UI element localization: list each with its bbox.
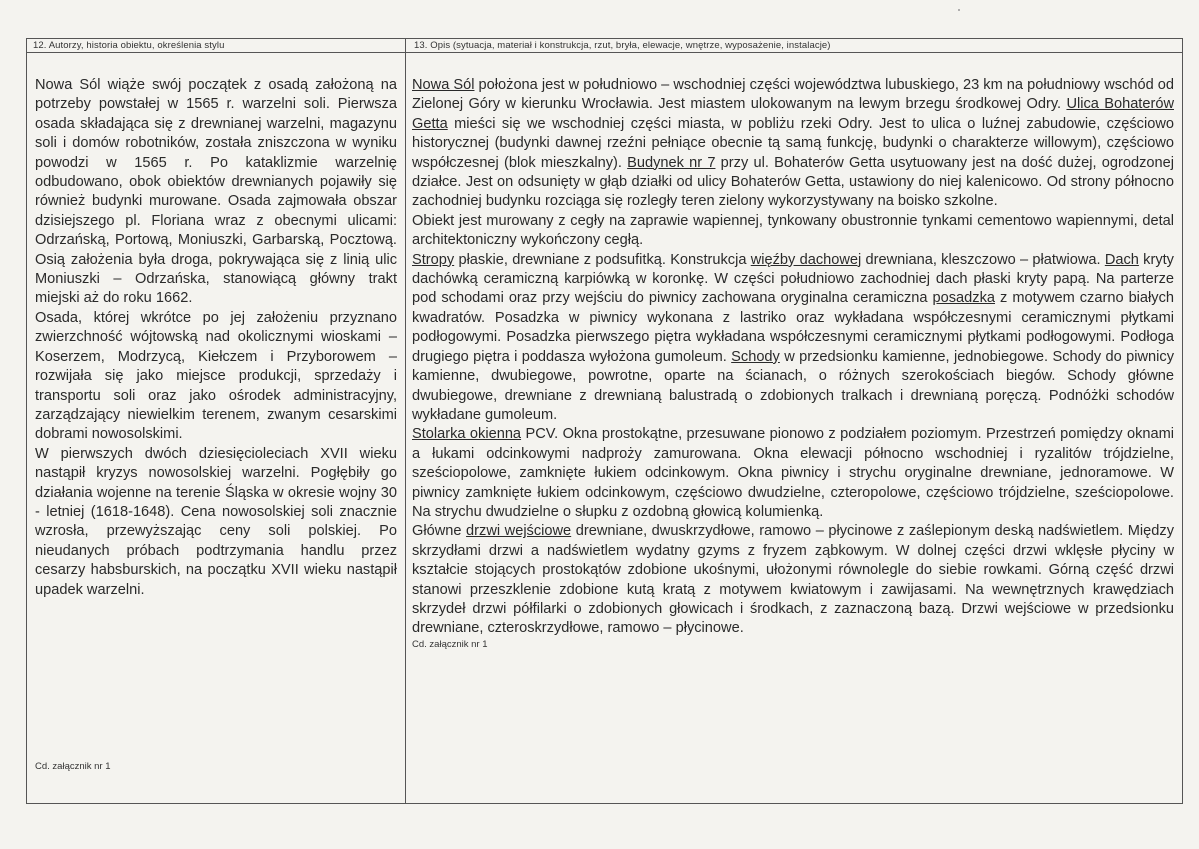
text-span: drewniane, dwuskrzydłowe, ramowo – płycinowe z zaślepionym deską nadświetlem. Między skrzydłami drzwi a nadświetlem wydatny gzyms z fryzem ząbkowym. W dolnej części drzwi wklęsłe płyciny w kształcie stojących prostokątów zdobione ukośnymi, ułożonymi równolegle do siebie rowkami. Górną część drzwi stanowi przeszklenie zdobione kutą kratą z motywem kwiatowym i zawijasami. Na wewnętrznych krawędziach skrzydeł drzwi półfilarki o zdobionych głowicach i środkach, z zaznaczoną bazą. Drzwi wejściowe w przedsionku drewniane, czteroskrzydłowe, ramowo – płycinowe. <box>412 523 1174 637</box>
description-paragraph-structure <box>412 251 1174 426</box>
windows-term: Stolarka okienna <box>412 426 522 443</box>
description-paragraph-material: Obiekt jest murowany z cegły na zaprawie wapiennej, tynkowany obustronnie tynkami cementowo wapiennymi, detal architektoniczny wykończony cegłą. <box>412 212 1174 249</box>
text-span: Główne <box>412 523 467 540</box>
history-column <box>35 76 397 600</box>
stairs-term: Schody <box>731 348 780 365</box>
section-13-header: 13. Opis (sytuacja, materiał i konstrukcja, rzut, bryła, elewacje, wnętrze, wyposażenie, instalacje) <box>414 40 831 51</box>
floor-term: posadzka <box>932 290 996 307</box>
attachment-note-left: Cd. załącznik nr 1 <box>35 761 111 772</box>
attachment-note-right: Cd. załącznik nr 1 <box>412 638 488 650</box>
history-paragraph-3: W pierwszych dwóch dziesięcioleciach XVII wieku nastąpił kryzys nowosolskiej warzelni. Pogłębiły go działania wojenne na terenie Śląska w okresie wojny 30 - letniej (1618-1648). Cena nowosolskiej soli znacznie wzrosła, przewyższając ceny soli polskiej. Po nieudanych próbach podtrzymania handlu przez cesarzy habsburskich, na początku XVII wieku nastąpił upadek warzelni. <box>35 445 397 598</box>
doors-term: drzwi wejściowe <box>466 523 572 540</box>
ceilings-term: Stropy <box>412 251 455 268</box>
text-span: drewniana, kleszczowo – płatwiowa. <box>861 251 1105 268</box>
text-span: w przedsionku kamienne, jednobiegowe. Schody do piwnicy kamienne, dwubiegowe, powrotne, oparte na ścianach, o różnych szerokościach biegów. Schody główne dwubiegowe, drewniane z drewnianą balustradą o zdobionych tralkach i drewnianą poręczą. Podnóżki schodów wykładane gumoleum. <box>412 348 1174 423</box>
history-paragraph-1: Nowa Sól wiąże swój początek z osadą założoną na potrzeby powstałej w 1565 r. warzelni soli. Pierwsza osada składająca się z drewnianej warzelni, magazynu soli i domów robotników, została zniszczona w wyniku powodzi w 1565 r. Po kataklizmie warzelnię odbudowano, obok obiektów drewnianych pojawiły się również budynki murowane. Osada zajmowała obszar dzisiejszego pl. Floriana wraz z obecnymi ulicami: Odrzańską, Portową, Moniuszki, Garbarską, Pocztową. Osią założenia była droga, pokrywająca się z linią ulic Moniuszki – Odrzańska, stanowiącą główny trakt miejski aż do roku 1662. <box>35 77 397 307</box>
description-column <box>412 76 1174 651</box>
street-name: Ulica Bohaterów Getta <box>412 96 1174 132</box>
description-paragraph-windows <box>412 425 1174 522</box>
description-paragraph-doors <box>412 522 1174 638</box>
header-rule <box>27 52 1182 53</box>
column-divider <box>405 39 406 803</box>
roof-truss-term: więźby dachowej <box>750 251 862 268</box>
roof-term: Dach <box>1104 251 1139 268</box>
description-paragraph-location <box>412 76 1174 212</box>
text-span: kryty dachówką ceramiczną karpiówką w koronkę. W części południowo zachodniej dach płaski kryty papą. Na parterze pod schodami oraz przy wejściu do piwnicy zachowana oryginalna ceramiczna <box>412 251 1174 307</box>
section-12-header: 12. Autorzy, historia obiektu, określenia stylu <box>33 40 225 51</box>
text-span: mieści się we wschodniej części miasta, w pobliżu rzeki Odry. Jest to ulica o luźnej zabudowie, częściowo historycznej (budynki dawnej rzeźni pełniące obecnie tą samą funkcję, budynki o charakterze willowym), częściowo współczesnej (blok mieszkalny). <box>412 115 1174 171</box>
text-span: przy ul. Bohaterów Getta usytuowany jest na dość dużej, ogrodzonej działce. Jest on odsunięty w głąb działki od ulicy Bohaterów Getta, ustawiony do niej kalenicowo. Od strony północno zachodniej budynku rozciąga się rozległy teren zielony wykorzystywany na boisko szkolne. <box>412 154 1175 210</box>
text-span: z motywem czarno białych kwadratów. Posadzka w piwnicy wykonana z lastriko oraz wykładana współczesnymi ceramicznymi płytkami podłogowymi. Posadzka pierwszego piętra wykładana współczesnymi ceramicznymi płytkami podłogowymi. Podłoga drugiego piętra i poddasza wyłożona gumoleum. <box>412 290 1174 365</box>
building-number: Budynek nr 7 <box>627 154 716 171</box>
form-sheet <box>26 38 1183 804</box>
history-paragraph-2: Osada, której wkrótce po jej założeniu przyznano zwierzchność wójtowską nad okolicznymi wioskami – Koserzem, Modrzycą, Kiełczem i Przyborowem – rozwijała się jako miejsce produkcji, sprzedaży i transportu soli oraz jako ośrodek administracyjny, zarządzający niewielkim terenem, zwanym cesarskimi dobrami nowosolskimi. <box>35 309 397 443</box>
text-span: płaskie, drewniane z podsufitką. Konstrukcja <box>454 251 751 268</box>
town-name: Nowa Sól <box>412 77 475 93</box>
text-span: PCV. Okna prostokątne, przesuwane pionowo z podziałem poziomym. Przestrzeń pomiędzy oknami a łukami odcinkowymi nadproży zamurowana. Okna elewacji północno wschodniej i ryzalitów trójdzielne, sześciopolowe, zamknięte łukiem odcinkowym. Okna piwnicy i strychu oryginalne drewniane, jednoramowe. W piwnicy zamknięte łukiem odcinkowym, częściowo dwudzielne, czteropolowe, częściowo trójdzielne, sześciopolowe. Na strychu dwudzielne o słupku z ozdobną głowicą kolumienką. <box>412 426 1174 520</box>
scan-speck <box>958 9 960 11</box>
text-span: położona jest w południowo – wschodniej części województwa lubuskiego, 23 km na południowy wschód od Zielonej Góry w kierunku Wrocławia. Jest miastem ulokowanym na lewym brzegu środkowej Odry. <box>412 77 1174 113</box>
